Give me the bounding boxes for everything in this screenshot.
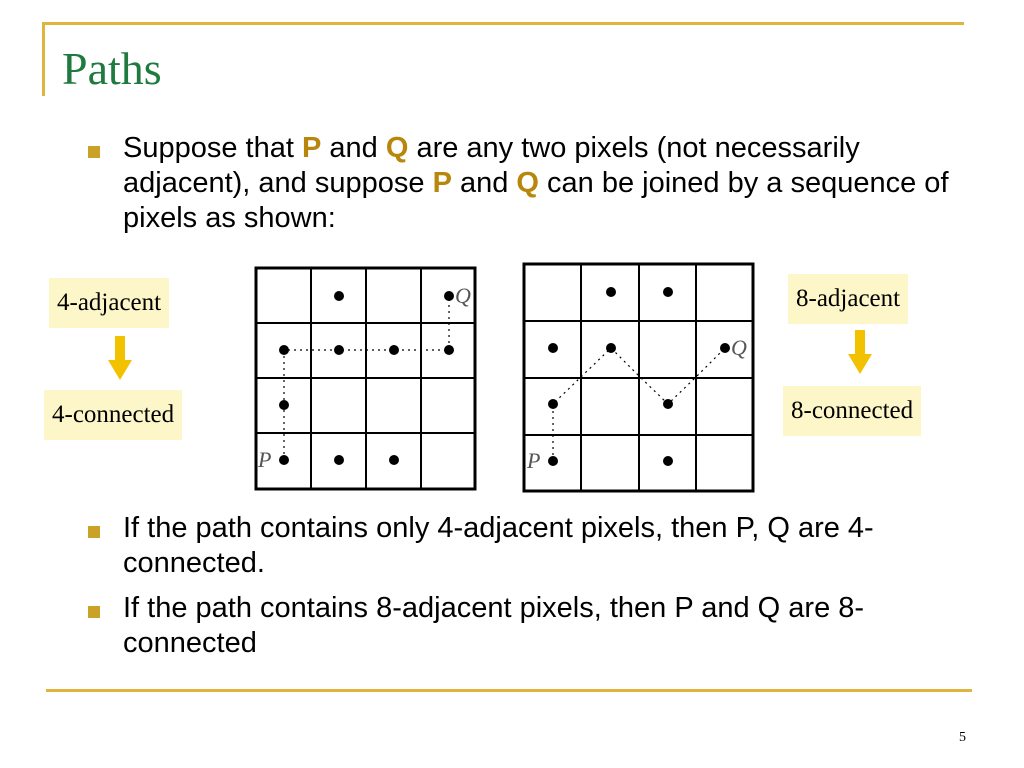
slide-title: Paths — [62, 43, 162, 94]
highlight-q: Q — [516, 167, 539, 199]
pixel-dot — [663, 287, 673, 297]
highlight-p: P — [432, 167, 452, 199]
pixel-dot — [334, 291, 344, 301]
bullet-text: Suppose that — [123, 132, 302, 164]
bullet-text: are any two pixels (not necessarily adjacent), and suppose — [123, 132, 860, 199]
down-arrow-icon — [848, 330, 872, 376]
decorative-top-line — [42, 22, 964, 25]
label-4-connected: 4-connected — [44, 390, 182, 440]
pixel-dot — [720, 343, 730, 353]
decorative-vertical-line — [42, 22, 45, 96]
pixel-dot — [389, 455, 399, 465]
point-p-label: P — [258, 447, 272, 472]
bullet-text: and — [451, 167, 517, 199]
bullet-item-3: If the path contains 8-adjacent pixels, then P and Q are 8-connected — [123, 592, 865, 659]
page-number: 5 — [959, 730, 966, 745]
pixel-dot — [606, 287, 616, 297]
highlight-p: P — [301, 132, 322, 164]
point-q-label: Q — [731, 335, 747, 360]
pixel-dot — [548, 343, 558, 353]
label-8-connected: 8-connected — [783, 386, 921, 436]
down-arrow-icon — [108, 336, 132, 382]
pixel-dot — [663, 456, 673, 466]
bullet-marker — [88, 526, 100, 538]
decorative-bottom-line — [46, 689, 972, 692]
grid-4-connected — [254, 266, 478, 492]
point-p-label: P — [527, 448, 541, 473]
grid-8-connected — [522, 262, 756, 494]
bullet-item-2: If the path contains only 4-adjacent pixels, then P, Q are 4-connected. — [123, 512, 874, 579]
bullet-marker — [88, 146, 100, 158]
pixel-dot — [334, 455, 344, 465]
bullet-marker — [88, 606, 100, 618]
label-4-adjacent: 4-adjacent — [49, 278, 169, 328]
bullet-item-1 — [123, 131, 963, 236]
label-8-adjacent: 8-adjacent — [788, 274, 908, 324]
bullet-text: can be joined by a sequence of pixels as shown: — [123, 167, 949, 234]
bullet-text: and — [321, 132, 386, 164]
highlight-q: Q — [385, 132, 409, 164]
point-q-label: Q — [455, 283, 471, 308]
